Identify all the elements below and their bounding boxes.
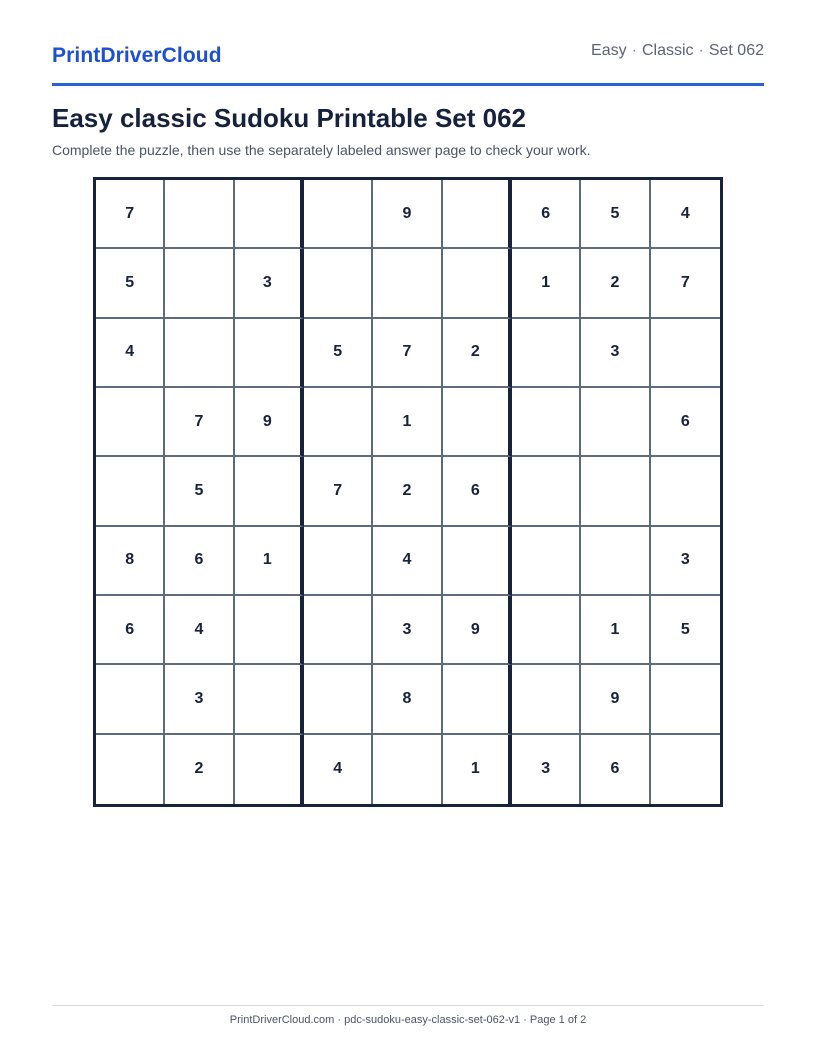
sudoku-cell-r3-c7 [512, 319, 581, 388]
sudoku-cell-r3-c2 [165, 319, 234, 388]
sudoku-cell-r9-c9 [651, 735, 720, 804]
sudoku-cell-r6-c4 [304, 527, 373, 596]
sudoku-cell-r7-c8: 1 [581, 596, 650, 665]
breadcrumb-style: Classic [641, 42, 694, 59]
sudoku-cell-r4-c6 [443, 388, 512, 457]
sudoku-cell-r2-c8: 2 [581, 249, 650, 318]
sudoku-cell-r6-c7 [512, 527, 581, 596]
page-subtitle: Complete the puzzle, then use the separately labeled answer page to check your work. [52, 142, 591, 158]
sudoku-cell-r8-c7 [512, 665, 581, 734]
breadcrumb-separator: · [631, 42, 637, 59]
sudoku-cell-r3-c3 [235, 319, 304, 388]
sudoku-cell-r5-c8 [581, 457, 650, 526]
sudoku-cell-r2-c6 [443, 249, 512, 318]
sudoku-cell-r8-c3 [235, 665, 304, 734]
sudoku-cell-r2-c2 [165, 249, 234, 318]
sudoku-cell-r4-c1 [96, 388, 165, 457]
sudoku-cell-r4-c5: 1 [373, 388, 442, 457]
sudoku-cell-r6-c8 [581, 527, 650, 596]
sudoku-cell-r7-c5: 3 [373, 596, 442, 665]
sudoku-cell-r4-c9: 6 [651, 388, 720, 457]
sudoku-cell-r5-c5: 2 [373, 457, 442, 526]
sudoku-cell-r8-c4 [304, 665, 373, 734]
sudoku-cell-r8-c9 [651, 665, 720, 734]
sudoku-cell-r9-c5 [373, 735, 442, 804]
sudoku-cell-r8-c5: 8 [373, 665, 442, 734]
sudoku-cell-r1-c5: 9 [373, 180, 442, 249]
breadcrumb [591, 42, 764, 60]
sudoku-cell-r5-c6: 6 [443, 457, 512, 526]
sudoku-cell-r6-c5: 4 [373, 527, 442, 596]
sudoku-cell-r4-c4 [304, 388, 373, 457]
sudoku-cell-r3-c4: 5 [304, 319, 373, 388]
brand-logo: PrintDriverCloud [52, 44, 222, 67]
sudoku-cell-r1-c9: 4 [651, 180, 720, 249]
sudoku-cell-r7-c7 [512, 596, 581, 665]
sudoku-cell-r6-c9: 3 [651, 527, 720, 596]
sudoku-cell-r1-c1: 7 [96, 180, 165, 249]
sudoku-cell-r7-c1: 6 [96, 596, 165, 665]
page-title: Easy classic Sudoku Printable Set 062 [52, 103, 527, 133]
sudoku-cell-r5-c1 [96, 457, 165, 526]
sudoku-cell-r3-c8: 3 [581, 319, 650, 388]
sudoku-cell-r8-c1 [96, 665, 165, 734]
sudoku-cell-r4-c8 [581, 388, 650, 457]
sudoku-cell-r1-c2 [165, 180, 234, 249]
page-header [52, 0, 764, 86]
sudoku-cell-r2-c4 [304, 249, 373, 318]
sudoku-cell-r9-c4: 4 [304, 735, 373, 804]
sudoku-cell-r8-c8: 9 [581, 665, 650, 734]
sudoku-cell-r6-c3: 1 [235, 527, 304, 596]
sudoku-cell-r5-c2: 5 [165, 457, 234, 526]
sudoku-cell-r2-c1: 5 [96, 249, 165, 318]
sudoku-cell-r4-c7 [512, 388, 581, 457]
sudoku-cell-r7-c9: 5 [651, 596, 720, 665]
sudoku-cell-r5-c3 [235, 457, 304, 526]
sudoku-cell-r7-c3 [235, 596, 304, 665]
footer-divider [52, 1005, 764, 1006]
sudoku-cell-r9-c1 [96, 735, 165, 804]
sudoku-cell-r7-c4 [304, 596, 373, 665]
sudoku-cell-r3-c6: 2 [443, 319, 512, 388]
sudoku-cell-r9-c8: 6 [581, 735, 650, 804]
sudoku-grid [93, 177, 723, 807]
sudoku-cell-r2-c3: 3 [235, 249, 304, 318]
breadcrumb-difficulty: Easy [591, 42, 627, 59]
sudoku-cell-r1-c7: 6 [512, 180, 581, 249]
sudoku-cell-r9-c3 [235, 735, 304, 804]
sudoku-cell-r5-c7 [512, 457, 581, 526]
sudoku-cell-r5-c9 [651, 457, 720, 526]
sudoku-cell-r1-c8: 5 [581, 180, 650, 249]
sudoku-cell-r5-c4: 7 [304, 457, 373, 526]
sudoku-cell-r7-c6: 9 [443, 596, 512, 665]
sudoku-cell-r2-c7: 1 [512, 249, 581, 318]
sudoku-cell-r8-c6 [443, 665, 512, 734]
sudoku-cell-r1-c6 [443, 180, 512, 249]
breadcrumb-separator: · [698, 42, 704, 59]
sudoku-cell-r9-c7: 3 [512, 735, 581, 804]
sudoku-cell-r1-c4 [304, 180, 373, 249]
sudoku-cell-r3-c1: 4 [96, 319, 165, 388]
sudoku-cell-r9-c6: 1 [443, 735, 512, 804]
sudoku-cell-r6-c6 [443, 527, 512, 596]
sudoku-cell-r8-c2: 3 [165, 665, 234, 734]
sudoku-cell-r4-c3: 9 [235, 388, 304, 457]
sudoku-cell-r2-c9: 7 [651, 249, 720, 318]
sudoku-cell-r9-c2: 2 [165, 735, 234, 804]
sudoku-cell-r3-c9 [651, 319, 720, 388]
sudoku-cell-r6-c2: 6 [165, 527, 234, 596]
sudoku-cell-r2-c5 [373, 249, 442, 318]
breadcrumb-set: Set 062 [708, 42, 764, 59]
footer-text: PrintDriverCloud.com · pdc-sudoku-easy-classic-set-062-v1 · Page 1 of 2 [229, 1014, 587, 1026]
sudoku-cell-r1-c3 [235, 180, 304, 249]
sudoku-cell-r7-c2: 4 [165, 596, 234, 665]
sudoku-cell-r3-c5: 7 [373, 319, 442, 388]
sudoku-cell-r4-c2: 7 [165, 388, 234, 457]
sudoku-cell-r6-c1: 8 [96, 527, 165, 596]
